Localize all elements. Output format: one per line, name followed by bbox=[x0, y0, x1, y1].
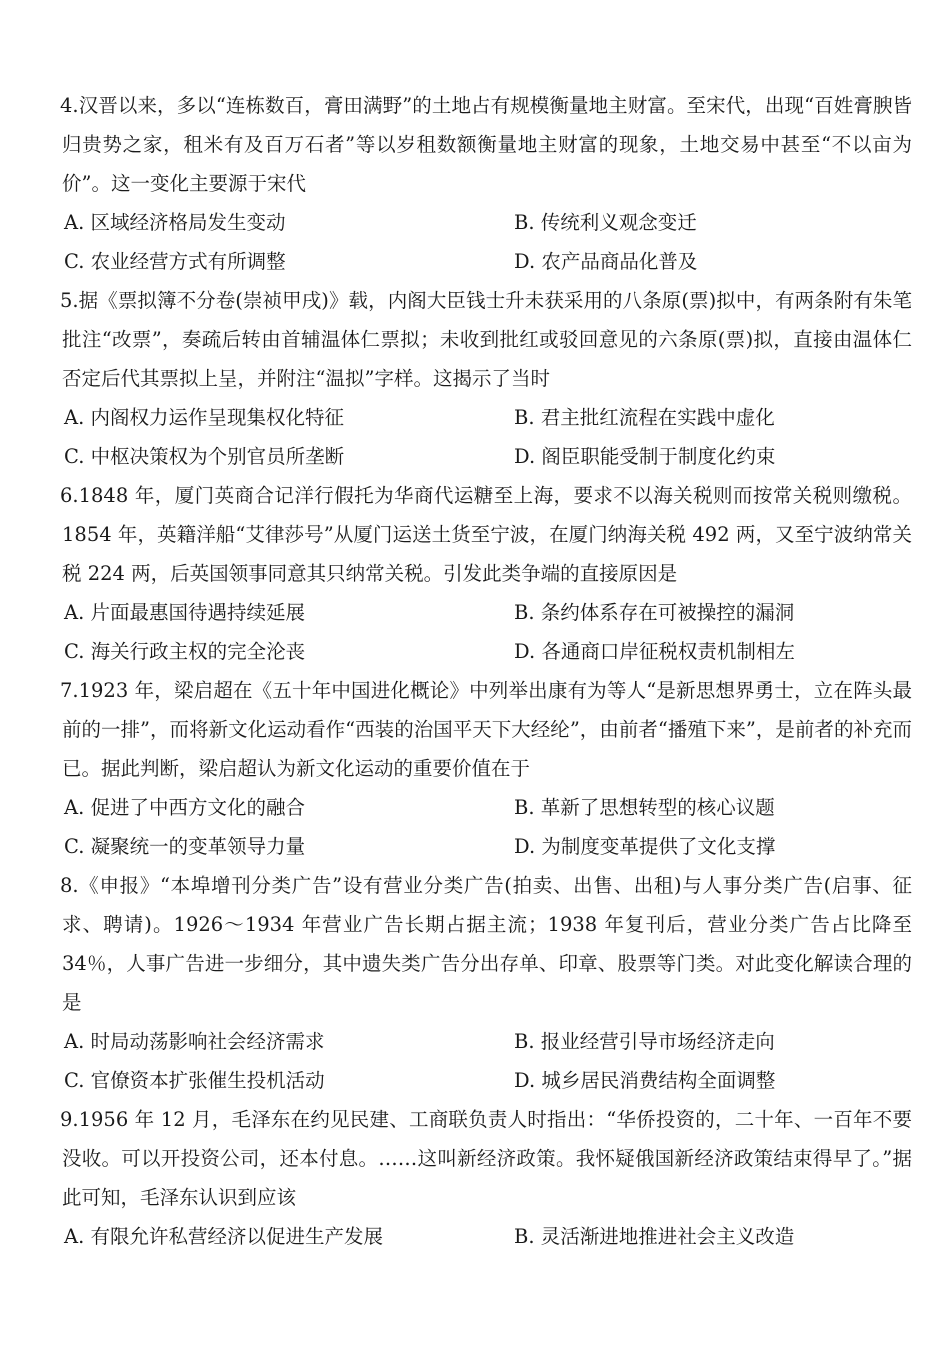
option-d: D. 各通商口岸征税权责机制相左 bbox=[514, 640, 795, 663]
question-5 bbox=[62, 281, 912, 476]
option-c: C. 海关行政主权的完全沦丧 bbox=[64, 640, 306, 663]
option-list bbox=[62, 788, 912, 866]
question-stem: 7.1923 年，梁启超在《五十年中国进化概论》中列举出康有为等人“是新思想界勇士，立在阵头最前的一排”，而将新文化运动看作“西装的治国平天下大经纶”，由前者“播殖下来”，是前者的补充而已。据此判断，梁启超认为新文化运动的重要价值在于 bbox=[60, 679, 912, 780]
question-stem: 5.据《票拟簿不分卷(崇祯甲戌)》载，内阁大臣钱士升未获采用的八条原(票)拟中，有两条附有朱笔批注“改票”，奏疏后转由首辅温体仁票拟；未收到批红或驳回意见的六条原(票)拟，直接由温体仁否定后代其票拟上呈，并附注“温拟”字样。这揭示了当时 bbox=[60, 289, 912, 390]
option-d: D. 阁臣职能受制于制度化约束 bbox=[514, 445, 776, 468]
option-list bbox=[62, 1022, 912, 1100]
option-list bbox=[62, 203, 912, 281]
question-6 bbox=[62, 476, 912, 671]
question-9 bbox=[62, 1100, 912, 1256]
option-b: B. 传统利义观念变迁 bbox=[514, 211, 697, 234]
question-stem: 8.《申报》“本埠增刊分类广告”设有营业分类广告(拍卖、出售、出租)与人事分类广告(启事、征求、聘请)。1926～1934 年营业广告长期占据主流；1938 年复刊后，营业分类广告占比降至 34％，人事广告进一步细分，其中遗失类广告分出存单、印章、股票等门类。对此变化解读合理的是 bbox=[60, 874, 912, 1014]
option-a: A. 区域经济格局发生变动 bbox=[64, 211, 286, 234]
option-d: D. 为制度变革提供了文化支撑 bbox=[514, 835, 776, 858]
question-4 bbox=[62, 86, 912, 281]
option-d: D. 农产品商品化普及 bbox=[514, 250, 698, 273]
option-d: D. 城乡居民消费结构全面调整 bbox=[514, 1069, 776, 1092]
question-stem: 9.1956 年 12 月，毛泽东在约见民建、工商联负责人时指出：“华侨投资的，二十年、一百年不要没收。可以开投资公司，还本付息。……这叫新经济政策。我怀疑俄国新经济政策结束得早了。”据此可知，毛泽东认识到应该 bbox=[60, 1108, 912, 1209]
option-a: A. 有限允许私营经济以促进生产发展 bbox=[64, 1225, 383, 1248]
option-c: C. 农业经营方式有所调整 bbox=[64, 250, 286, 273]
option-c: C. 官僚资本扩张催生投机活动 bbox=[64, 1069, 325, 1092]
option-c: C. 中枢决策权为个别官员所垄断 bbox=[64, 445, 345, 468]
option-a: A. 促进了中西方文化的融合 bbox=[64, 796, 305, 819]
question-8 bbox=[62, 866, 912, 1100]
exam-page bbox=[62, 86, 912, 1256]
option-b: B. 革新了思想转型的核心议题 bbox=[514, 796, 775, 819]
option-list bbox=[62, 1217, 912, 1256]
option-b: B. 报业经营引导市场经济走向 bbox=[514, 1030, 775, 1053]
question-stem: 4.汉晋以来，多以“连栋数百，膏田满野”的土地占有规模衡量地主财富。至宋代，出现“百姓膏腴皆归贵势之家，租米有及百万石者”等以岁租数额衡量地主财富的现象，土地交易中甚至“不以亩为价”。这一变化主要源于宋代 bbox=[60, 94, 912, 195]
question-stem: 6.1848 年，厦门英商合记洋行假托为华商代运糖至上海，要求不以海关税则而按常关税则缴税。1854 年，英籍洋船“艾律莎号”从厦门运送土货至宁波，在厦门纳海关税 492 两，又至宁波纳常关税 224 两，后英国领事同意其只纳常关税。引发此类争端的直接原因是 bbox=[60, 484, 912, 585]
option-c: C. 凝聚统一的变革领导力量 bbox=[64, 835, 306, 858]
option-a: A. 时局动荡影响社会经济需求 bbox=[64, 1030, 325, 1053]
option-b: B. 灵活渐进地推进社会主义改造 bbox=[514, 1225, 795, 1248]
option-a: A. 片面最惠国待遇持续延展 bbox=[64, 601, 305, 624]
option-b: B. 条约体系存在可被操控的漏洞 bbox=[514, 601, 795, 624]
question-7 bbox=[62, 671, 912, 866]
option-a: A. 内阁权力运作呈现集权化特征 bbox=[64, 406, 344, 429]
option-b: B. 君主批红流程在实践中虚化 bbox=[514, 406, 775, 429]
option-list bbox=[62, 398, 912, 476]
option-list bbox=[62, 593, 912, 671]
